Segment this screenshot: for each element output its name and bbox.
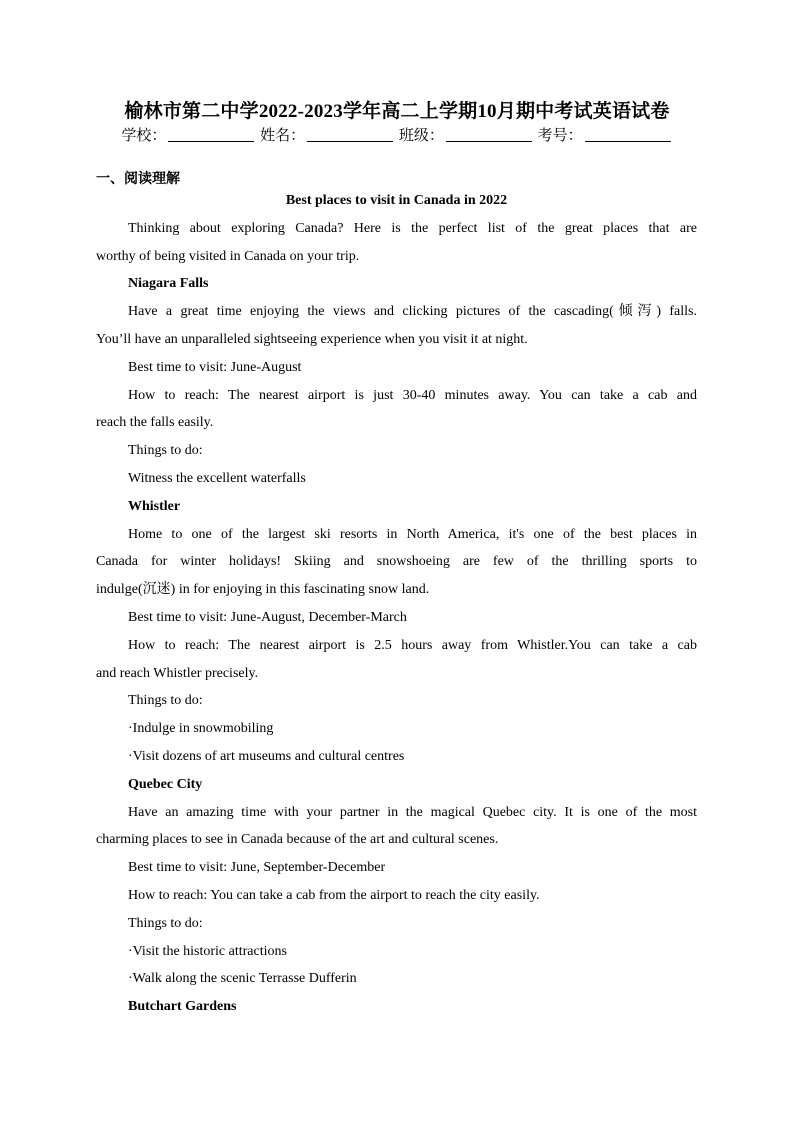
niagara-reach-line: reach the falls easily.: [96, 415, 214, 431]
school-field: 学校：: [121, 124, 254, 145]
whistler-thing-item: ·Visit dozens of art museums and cultural centres: [128, 748, 405, 764]
niagara-things-label: Things to do:: [128, 443, 203, 459]
quebec-desc-line: charming places to see in Canada because of the art and cultural scenes.: [96, 832, 499, 848]
whistler-desc-line: Home to one of the largest ski resorts in North America, it's one of the best places in: [128, 526, 697, 542]
niagara-best-time: Best time to visit: June-August: [128, 359, 302, 375]
intro-line: worthy of being visited in Canada on your trip.: [96, 248, 360, 264]
class-field: 班级：: [399, 124, 532, 145]
whistler-reach-line: and reach Whistler precisely.: [96, 665, 259, 681]
school-blank[interactable]: [168, 127, 254, 142]
class-blank[interactable]: [446, 127, 532, 142]
niagara-desc-line: Have a great time enjoying the views and clicking pictures of the cascading(倾泻) falls.: [128, 304, 697, 320]
whistler-best-time: Best time to visit: June-August, December-March: [128, 609, 407, 625]
quebec-reach-line: How to reach: You can take a cab from the airport to reach the city easily.: [128, 887, 540, 903]
place-heading-butchart: Butchart Gardens: [128, 999, 237, 1015]
place-heading-whistler: Whistler: [128, 498, 181, 514]
intro-line: Thinking about exploring Canada? Here is the perfect list of the great places that are: [128, 220, 697, 236]
whistler-things-label: Things to do:: [128, 693, 203, 709]
place-heading-quebec: Quebec City: [128, 776, 203, 792]
whistler-thing-item: ·Indulge in snowmobiling: [128, 721, 274, 737]
place-heading-niagara: Niagara Falls: [128, 276, 209, 292]
name-blank[interactable]: [307, 127, 393, 142]
quebec-thing-item: ·Walk along the scenic Terrasse Dufferin: [128, 971, 357, 987]
exam-number-field: 考号：: [538, 124, 671, 145]
article-title: Best places to visit in Canada in 2022: [285, 193, 508, 208]
reading-passage: [96, 187, 697, 1021]
section-heading-reading: 一、阅读理解: [96, 172, 180, 187]
whistler-desc-line: indulge(沉迷) in for enjoying in this fascinating snow land.: [96, 582, 430, 598]
whistler-desc-line: Canada for winter holidays! Skiing and snowshoeing are few of the thrilling sports to: [96, 554, 697, 570]
whistler-reach-line: How to reach: The nearest airport is 2.5 hours away from Whistler.You can take a cab: [128, 637, 697, 653]
niagara-reach-line: How to reach: The nearest airport is just 30-40 minutes away. You can take a cab and: [128, 387, 697, 403]
niagara-thing-item: Witness the excellent waterfalls: [128, 470, 306, 486]
quebec-desc-line: Have an amazing time with your partner in the magical Quebec city. It is one of the most: [128, 804, 697, 820]
student-info-line: [0, 124, 794, 145]
quebec-best-time: Best time to visit: June, September-December: [128, 860, 386, 876]
quebec-things-label: Things to do:: [128, 915, 203, 931]
niagara-desc-line: You’ll have an unparalleled sightseeing experience when you visit it at night.: [96, 331, 528, 347]
exam-number-blank[interactable]: [585, 127, 671, 142]
exam-title: 榆林市第二中学2022-2023学年高二上学期10月期中考试英语试卷: [124, 101, 670, 122]
quebec-thing-item: ·Visit the historic attractions: [128, 943, 287, 959]
name-field: 姓名：: [260, 124, 393, 145]
